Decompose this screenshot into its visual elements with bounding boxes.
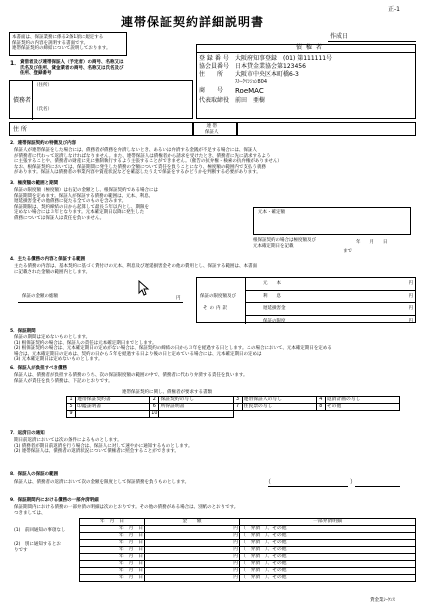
repayment-date: 年 月 日 — [80, 568, 145, 575]
repayment-detail: （ 弁済 ）、その他 — [240, 568, 416, 575]
section1-heading-line: 住所、登録番号 — [20, 71, 52, 76]
doc-num: 8 — [316, 404, 325, 411]
repayment-header: 年 月 日 — [80, 519, 145, 526]
section8-paren-close: ） — [350, 479, 357, 486]
section2-line: があります。保証人は債務者の事業内容や資産状況などを確認したうえで保証をするかどうかを判断する必要があります。 — [14, 170, 261, 175]
section3-line: 保証期限は、契約締結の日から起算して最長５年以内とし、期限を — [14, 204, 149, 210]
repayment-amount: 円 — [145, 561, 240, 568]
section2-line: が債務者に代わって返済しなければなりません。また、連帯保証人は債権者から請求を受けたとき、債務者に先に請求するよう — [14, 153, 271, 159]
section6-line: 保証人が責任を負う債務は、下記のとおりです。 — [14, 378, 113, 384]
repayment-row — [80, 568, 416, 575]
section8-line: 保証人は、債務者の返済において次の金額を限度として保証債務を負うものとします。 — [14, 480, 190, 485]
section3-note-line: 根保証契約の場合は極度額及び — [253, 238, 316, 243]
section2-line: に主張することや、債務者の財産に先に強制執行するよう主張することができません。（催告の抗弁権・検索の抗弁権がありません） — [14, 159, 282, 164]
repayment-row — [80, 533, 416, 540]
doc-num: 3 — [233, 397, 242, 404]
lender-row-value: 大阪市中央区本町橋6-3 — [235, 71, 299, 78]
section5-line: (1) 根保証契約の場合は、保証人の責任は元本確定期日までとします。 — [14, 340, 157, 346]
section3-line: 定めない場合には３年となります。元本確定期日以降に発生した — [14, 210, 145, 215]
repayment-date: 年 月 日 — [80, 547, 145, 554]
mouse-pointer-icon — [138, 280, 150, 296]
created-label: 作成日 — [330, 33, 349, 40]
repayment-row — [80, 526, 416, 533]
lender-row-label: 商 号 — [199, 87, 224, 94]
debtor-label: 債務者 — [13, 97, 32, 104]
repayment-date: 年 月 日 — [80, 561, 145, 568]
doc-name: 保証契約の写し — [159, 397, 233, 404]
doc-name: 返済計画の写し — [325, 397, 399, 404]
breakdown-label: 元 本 — [263, 281, 281, 286]
guarantor-label-box — [193, 122, 237, 136]
breakdown-label: 利 息 — [263, 293, 281, 299]
doc-empty — [233, 411, 399, 418]
section8-amount-line-2[interactable] — [355, 486, 400, 487]
address-label: 住 所 — [13, 126, 27, 133]
lender-row-value: ｽﾄｰｸﾏﾝｼｮﾝ804 — [235, 79, 268, 85]
section9-body — [14, 505, 416, 516]
section7-line: (2) 連帯保証人は、債務者の返済状況について債権者に照会することができます。 — [14, 449, 179, 454]
section3-line: 保証の限度額（極度額）は右記の金額とし、根保証契約である場合には — [14, 188, 158, 193]
section5-body — [14, 335, 416, 363]
section3-line: 保証期間を定めます。保証人が保証する債務の範囲は、元本、利息、 — [14, 193, 154, 199]
doc-name: 連帯保証契約書 — [76, 397, 150, 404]
doc-num: 4 — [316, 397, 325, 404]
repayment-detail: （ 弁済 ）、その他 — [240, 575, 416, 582]
guarantor-field[interactable] — [237, 122, 416, 136]
debtor-name-label: （氏名） — [34, 107, 52, 112]
repayment-amount: 円 — [145, 547, 240, 554]
section9-option-1: (1) 前回通知の事項なし — [14, 528, 66, 533]
repayment-detail: （ 弁済 ）、その他 — [240, 547, 416, 554]
principal-amount-box[interactable] — [253, 207, 411, 235]
section2-line: 保証人が連帯保証をした場合には、債務者が債務を弁済しないとき、あるいは弁済する金銭が不足する場合には、保証人 — [14, 148, 257, 153]
section4-line: 主たる債務の内容は、基本契約に基づく貸付けの元本、利息及び遅延損害金その他の費用とし、保証する範囲は、本書面 — [14, 264, 257, 269]
repayment-amount: 円 — [145, 554, 240, 561]
repayment-detail: （ 弁済 ）、その他 — [240, 561, 416, 568]
debtor-address-label: （住所） — [34, 83, 52, 88]
address-box — [9, 122, 193, 136]
doc-num: 5 — [67, 404, 76, 411]
section5-line: (3) 元本確定期日は定めないものとします。 — [14, 357, 103, 362]
section9-heading: 9．保証期間内における債務の一部弁済明細 — [10, 498, 99, 503]
section3-line: 遅延損害金その他債務に従たる全てのものを含みます。 — [14, 199, 127, 204]
doc-name — [76, 411, 150, 418]
section5-line: 保証の期間は定めないものとします。 — [14, 335, 91, 340]
lender-row-label: 登 録 番 号 — [199, 55, 229, 62]
lender-row-value: RoeMAC — [235, 87, 264, 95]
section9-option-2: (2) 別に通知するとおりです — [14, 542, 61, 553]
doc-name: 連帯保証人の写し — [242, 397, 316, 404]
repayment-detail: （ 弁済 ）、その他 — [240, 526, 416, 533]
breakdown-label: 遅延損害金 — [263, 306, 286, 311]
doc-num: 6 — [150, 404, 159, 411]
lender-row-label: 協会員番号 — [199, 63, 230, 70]
section6-line: 保証人は、債務者が負担する債務のうち、次の保証限度額の範囲の中で、債務者に代わり弁済する責任を負います。 — [14, 373, 248, 378]
section1-heading-line: 氏名及び住所、貸金業者の商号、名称又は氏名及び — [20, 65, 124, 71]
section4-line: に記載された金額の範囲内とします。 — [14, 269, 91, 275]
section1-heading — [20, 60, 130, 77]
doc-num: 2 — [150, 397, 159, 404]
doc-name: 印鑑証明書 — [76, 404, 150, 411]
repayment-detail: （ 弁済 ）、その他 — [240, 540, 416, 547]
lender-row-label — [199, 79, 235, 87]
section9-line: 保証期間内における債務の一部弁済の明細は次のとおりです。その他の債務がある場合は、別紙のとおりです。 — [14, 505, 239, 510]
debt-total-underline — [18, 302, 183, 303]
section2-line: なお、根保証契約においては、保証期間に発生した債務の全額について責任を負うことになり、極度額の範囲内で支払う義務 — [14, 164, 266, 170]
created-underline — [328, 41, 416, 42]
section7-line: 期日前返済においては次の条件によるものとします。 — [14, 438, 122, 443]
repayment-row — [80, 540, 416, 547]
intro-line: 連帯保証契約の締結について説明しております。 — [12, 46, 111, 51]
section1-heading-line: 貸借者及び連帯保証人（予定者）の商号、名称又は — [20, 60, 124, 65]
section3-until: まで — [343, 249, 352, 254]
repayment-amount: 円 — [145, 533, 240, 540]
breakdown-content-label: その内訳 — [203, 306, 229, 311]
lender-row-value: 前田 亜樹 — [235, 97, 266, 104]
breakdown-unit: 円 — [408, 306, 413, 311]
section7-body — [14, 438, 416, 455]
breakdown-box — [196, 277, 416, 323]
repayment-amount: 円 — [145, 568, 240, 575]
intro-box — [9, 32, 127, 56]
repayment-header: 金 額 — [145, 519, 240, 526]
section3-body — [14, 188, 210, 221]
debtor-box — [9, 80, 193, 119]
repayment-date: 年 月 日 — [80, 533, 145, 540]
lender-box-title: 債 権 者 — [296, 44, 323, 51]
section1-number: 1． — [10, 60, 21, 67]
section8-paren-open: （ — [265, 479, 272, 486]
repayment-amount: 円 — [145, 575, 240, 582]
doc-num: 9 — [67, 411, 76, 418]
section8-amount-line[interactable] — [268, 486, 348, 487]
breakdown-label: 保証の限度 — [263, 318, 286, 324]
repayment-row — [80, 561, 416, 568]
section3-date-label: 年 月 日 — [356, 240, 388, 245]
repayment-date: 年 月 日 — [80, 540, 145, 547]
section9-line: つきましては、 — [14, 510, 46, 516]
document-title: 連帯保証契約詳細説明書 — [121, 15, 265, 29]
breakdown-unit: 円 — [408, 318, 413, 324]
doc-num: 1 — [67, 397, 76, 404]
section6-heading: 6．保証人が負担すべき債務 — [10, 366, 68, 371]
intro-line: 保証契約の内容を説明する書面です。 — [12, 40, 89, 46]
section2-body — [14, 148, 416, 176]
breakdown-unit: 円 — [408, 281, 413, 286]
doc-name: 住民票の写し — [242, 404, 316, 411]
breakdown-range-label: 保証の限度額及び — [200, 294, 236, 299]
repayment-table — [79, 518, 416, 582]
footer-label: 貸金業ｼｰｹﾝｽ — [370, 598, 395, 603]
doc-name: 所得証明書 — [159, 404, 233, 411]
section5-line: (2) 根保証契約の場合は、元本確定期日の定めがない場合は、保証契約の締結の日から３年を経過する日とします。この場合において、元本確定期日を定める — [14, 346, 332, 351]
section5-line: 場合は、元本確定期日の定めは、契約の日から５年を経過する日より後の日と定めている場合には、元本確定期日の定めは — [14, 351, 262, 357]
lender-row-value: 大阪府知事登録 (01) 第111111号 — [235, 55, 333, 62]
repayment-amount: 円 — [145, 526, 240, 533]
principal-amount-label: 元本・確定額 — [258, 210, 285, 215]
debt-total-yen: 円 — [176, 296, 181, 301]
debtor-divider — [32, 81, 33, 120]
doc-name: その他 — [325, 404, 399, 411]
section4-heading: 4．主たる債務の内容と保証する範囲 — [10, 257, 86, 262]
doc-num: 7 — [233, 404, 242, 411]
lender-row-label: 代表取締役 — [199, 97, 230, 104]
breakdown-unit: 円 — [408, 293, 413, 299]
section7-heading: 7．返済日の通知 — [10, 431, 45, 436]
page-code: 正-1 — [388, 6, 400, 13]
lender-title-divider — [196, 52, 416, 53]
repayment-row — [80, 554, 416, 561]
lender-rows — [199, 55, 332, 105]
section3-note-line: 元本確定期日を記載 — [253, 243, 294, 249]
section4-body — [14, 264, 416, 275]
repayment-row — [80, 547, 416, 554]
repayment-date: 年 月 日 — [80, 554, 145, 561]
debt-total-label: 保証の金額の総額 — [22, 294, 58, 299]
section5-heading: 5．保証期間 — [10, 329, 36, 334]
repayment-detail: （ 弁済 ）、その他 — [240, 554, 416, 561]
guarantor-label: 連 帯 保証人 — [205, 124, 219, 135]
doc-name — [159, 411, 233, 418]
lender-row-value: 日本貸金業協会第123456 — [235, 63, 306, 70]
documents-table-title: 連帯保証契約に関し、債権者が要求する書類 — [122, 390, 212, 395]
section8-heading: 8．保証人の保証の範囲 — [10, 472, 59, 477]
repayment-detail: （ 弁済 ）、その他 — [240, 533, 416, 540]
section7-line: (1) 債務者が期日前返済を行う場合は、保証人に対して速やかに通知するものとします。 — [14, 443, 193, 449]
breakdown-rows — [245, 278, 416, 327]
section6-body — [14, 373, 416, 384]
section3-note — [253, 238, 316, 249]
doc-num: 10 — [151, 411, 158, 416]
section3-line: 債務については保証人は責任を負いません。 — [14, 215, 105, 221]
repayment-date: 年 月 日 — [80, 526, 145, 533]
intro-line: 本書面は、保証業務に係る2条1項に規定する — [12, 35, 104, 40]
section2-heading: 2．連帯保証契約の特徴及び内容 — [10, 141, 77, 146]
repayment-header: 一部弁済明細 — [240, 519, 416, 526]
documents-table — [66, 396, 400, 418]
repayment-date: 年 月 日 — [80, 575, 145, 582]
section3-heading: 3．極度額の範囲と期間 — [10, 181, 59, 186]
lender-row-label: 住 所 — [199, 71, 224, 78]
repayment-row — [80, 575, 416, 582]
repayment-amount: 円 — [145, 540, 240, 547]
